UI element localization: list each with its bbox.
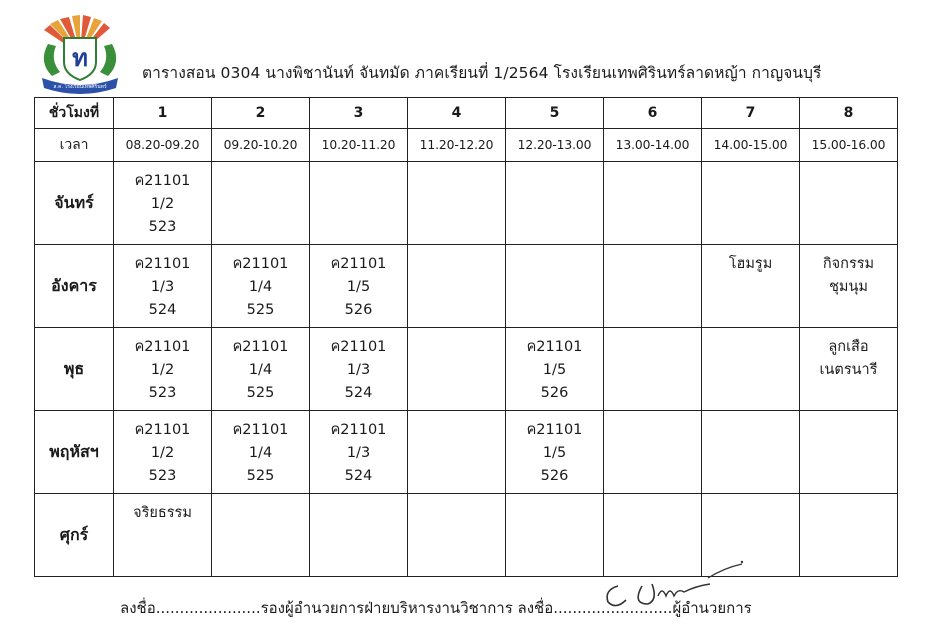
class-slot-cell bbox=[408, 162, 506, 245]
class-slot-cell bbox=[212, 162, 310, 245]
class-slot-line: 524 bbox=[344, 385, 373, 401]
class-slot-cell bbox=[114, 328, 212, 411]
class-slot-cell bbox=[800, 411, 898, 494]
time-label-cell: เวลา bbox=[35, 129, 114, 162]
school-logo bbox=[30, 14, 130, 96]
time-slot-cell: 14.00-15.00 bbox=[702, 129, 800, 162]
period-header-row bbox=[35, 98, 898, 129]
class-slot-line: 526 bbox=[540, 385, 569, 401]
class-slot-cell bbox=[702, 162, 800, 245]
class-slot-line: ค21101 bbox=[232, 256, 289, 272]
day-row bbox=[35, 162, 898, 245]
time-slot-cell: 15.00-16.00 bbox=[800, 129, 898, 162]
class-slot-cell bbox=[604, 411, 702, 494]
day-row bbox=[35, 328, 898, 411]
class-slot-cell bbox=[604, 245, 702, 328]
day-row bbox=[35, 411, 898, 494]
class-slot-line: 526 bbox=[540, 468, 569, 484]
period-number-cell: 3 bbox=[310, 98, 408, 129]
class-slot-line: 1/3 bbox=[150, 279, 175, 295]
class-slot-cell bbox=[212, 494, 310, 577]
class-slot-line: 525 bbox=[246, 468, 275, 484]
class-slot-line: 525 bbox=[246, 385, 275, 401]
class-slot-cell bbox=[212, 411, 310, 494]
class-slot-cell bbox=[604, 162, 702, 245]
class-slot-cell bbox=[506, 328, 604, 411]
time-slot-cell: 12.20-13.00 bbox=[506, 129, 604, 162]
class-slot-cell bbox=[310, 411, 408, 494]
day-row bbox=[35, 494, 898, 577]
class-slot-cell bbox=[800, 245, 898, 328]
period-number-cell: 2 bbox=[212, 98, 310, 129]
period-number-cell: 1 bbox=[114, 98, 212, 129]
class-slot-line: 1/5 bbox=[542, 445, 567, 461]
class-slot-line: 526 bbox=[344, 302, 373, 318]
logo-right-leaf-icon bbox=[100, 44, 116, 76]
period-label-cell: ชั่วโมงที่ bbox=[35, 98, 114, 129]
class-slot-cell bbox=[408, 328, 506, 411]
class-slot-line: ค21101 bbox=[134, 256, 191, 272]
day-name-cell: ศุกร์ bbox=[35, 494, 114, 577]
class-slot-cell bbox=[310, 245, 408, 328]
class-slot-cell bbox=[506, 411, 604, 494]
day-name-cell: จันทร์ bbox=[35, 162, 114, 245]
period-number-cell: 6 bbox=[604, 98, 702, 129]
class-slot-line: 1/2 bbox=[150, 196, 175, 212]
class-slot-cell bbox=[506, 245, 604, 328]
class-slot-cell bbox=[114, 162, 212, 245]
class-slot-cell bbox=[702, 328, 800, 411]
class-slot-line: กิจกรรม bbox=[822, 256, 875, 272]
class-slot-cell bbox=[604, 328, 702, 411]
class-slot-cell bbox=[310, 328, 408, 411]
class-slot-cell bbox=[800, 162, 898, 245]
day-name-cell: พุธ bbox=[35, 328, 114, 411]
day-name-cell: พฤหัสฯ bbox=[35, 411, 114, 494]
period-number-cell: 7 bbox=[702, 98, 800, 129]
class-slot-line: 523 bbox=[148, 219, 177, 235]
time-row bbox=[35, 129, 898, 162]
class-slot-line: 1/5 bbox=[346, 279, 371, 295]
class-slot-cell bbox=[310, 494, 408, 577]
class-slot-line: 1/3 bbox=[346, 362, 371, 378]
time-slot-cell: 08.20-09.20 bbox=[114, 129, 212, 162]
day-name-cell: อังคาร bbox=[35, 245, 114, 328]
class-slot-line: ค21101 bbox=[526, 422, 583, 438]
class-slot-cell bbox=[408, 245, 506, 328]
class-slot-line: 525 bbox=[246, 302, 275, 318]
timetable bbox=[34, 97, 898, 577]
class-slot-cell bbox=[408, 411, 506, 494]
class-slot-line: 1/4 bbox=[248, 445, 273, 461]
logo-ribbon-text: ส.ค. โรงเรียนเทพศิรินทร์ bbox=[53, 84, 107, 90]
class-slot-cell bbox=[800, 328, 898, 411]
logo-letter-icon: ท bbox=[72, 44, 88, 72]
class-slot-cell bbox=[506, 162, 604, 245]
class-slot-cell bbox=[114, 494, 212, 577]
class-slot-line: 524 bbox=[344, 468, 373, 484]
class-slot-line: ชุมนุม bbox=[829, 279, 868, 295]
class-slot-line: ค21101 bbox=[232, 422, 289, 438]
class-slot-line: ค21101 bbox=[134, 173, 191, 189]
time-slot-cell: 10.20-11.20 bbox=[310, 129, 408, 162]
class-slot-cell bbox=[702, 245, 800, 328]
class-slot-line: ค21101 bbox=[330, 339, 387, 355]
class-slot-line: 1/4 bbox=[248, 279, 273, 295]
period-number-cell: 4 bbox=[408, 98, 506, 129]
class-slot-cell bbox=[212, 328, 310, 411]
class-slot-cell bbox=[506, 494, 604, 577]
class-slot-line: 523 bbox=[148, 385, 177, 401]
logo-left-leaf-icon bbox=[44, 44, 60, 76]
class-slot-cell bbox=[702, 411, 800, 494]
class-slot-line: ค21101 bbox=[330, 256, 387, 272]
day-row bbox=[35, 245, 898, 328]
handwritten-signature bbox=[592, 556, 752, 614]
page-title: ตารางสอน 0304 นางพิชานันท์ จันทมัด ภาคเรียนที่ 1/2564 โรงเรียนเทพศิรินทร์ลาดหญ้า กาญจนบุรี bbox=[142, 64, 822, 82]
class-slot-line: 1/5 bbox=[542, 362, 567, 378]
class-slot-line: ค21101 bbox=[526, 339, 583, 355]
class-slot-line: 523 bbox=[148, 468, 177, 484]
signature-line: ลงชื่อ......................รองผู้อำนวยการฝ่ายบริหารงานวิชาการ ลงชื่อ.........................ผู้อำนวยการ bbox=[120, 599, 752, 617]
class-slot-cell bbox=[114, 245, 212, 328]
class-slot-line: 1/2 bbox=[150, 362, 175, 378]
class-slot-line: เนตรนารี bbox=[819, 362, 878, 378]
time-slot-cell: 11.20-12.20 bbox=[408, 129, 506, 162]
class-slot-cell bbox=[408, 494, 506, 577]
class-slot-cell bbox=[310, 162, 408, 245]
class-slot-line: 524 bbox=[148, 302, 177, 318]
class-slot-cell bbox=[114, 411, 212, 494]
class-slot-line: ค21101 bbox=[134, 339, 191, 355]
class-slot-cell bbox=[800, 494, 898, 577]
class-slot-cell bbox=[212, 245, 310, 328]
class-slot-line: โฮมรูม bbox=[728, 256, 773, 272]
class-slot-line: ค21101 bbox=[232, 339, 289, 355]
class-slot-line: 1/2 bbox=[150, 445, 175, 461]
time-slot-cell: 13.00-14.00 bbox=[604, 129, 702, 162]
time-slot-cell: 09.20-10.20 bbox=[212, 129, 310, 162]
class-slot-line: 1/4 bbox=[248, 362, 273, 378]
period-number-cell: 8 bbox=[800, 98, 898, 129]
class-slot-line: 1/3 bbox=[346, 445, 371, 461]
class-slot-line: จริยธรรม bbox=[133, 505, 192, 521]
class-slot-line: ลูกเสือ bbox=[828, 339, 869, 355]
class-slot-line: ค21101 bbox=[134, 422, 191, 438]
period-number-cell: 5 bbox=[506, 98, 604, 129]
class-slot-line: ค21101 bbox=[330, 422, 387, 438]
